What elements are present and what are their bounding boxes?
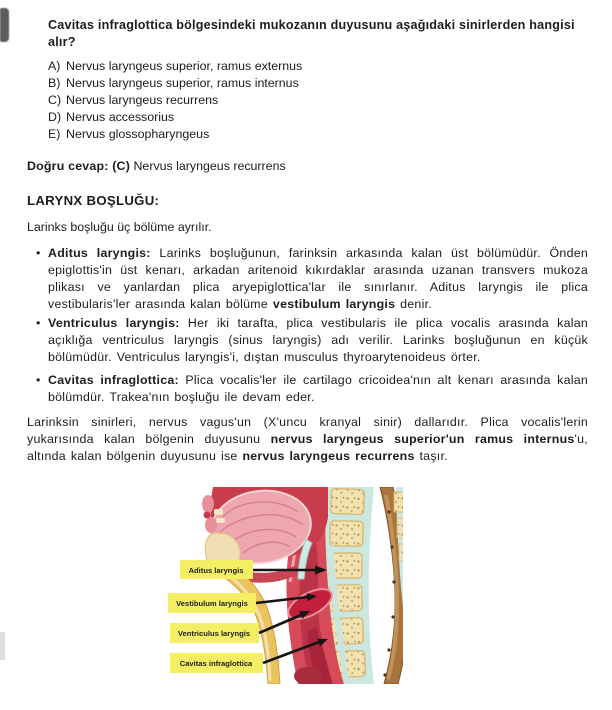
bullet-text: Larinks boşluğunun, farinksin arkasında kalan üst bölümüdür. Önden epiglottis'in üst kenarı, arkadan aritenoid kıkırdaklar arasında uzanan transvers mukoza plikası ve yanlardan plica aryepiglottica'lar ile sınırlanır. Aditus laryngis ile plica vestibularis'ler arasında kalan bölüme <box>48 246 588 311</box>
option-text: Nervus glossopharyngeus <box>66 127 210 141</box>
option-letter: A) <box>48 59 61 73</box>
option-text: Nervus laryngeus recurrens <box>66 93 219 107</box>
answer-label: Doğru cevap: (C) <box>27 159 131 173</box>
option-text: Nervus accessorius <box>66 110 175 124</box>
bullet-text: denir. <box>395 297 432 311</box>
options-list <box>48 58 302 143</box>
option-row <box>48 58 302 75</box>
option-row <box>48 92 302 109</box>
scan-artifact-top <box>0 8 9 42</box>
label-text: Aditus laryngis <box>188 566 244 575</box>
section-intro: Larinks boşluğu üç bölüme ayrılır. <box>27 220 212 234</box>
closing-bold: nervus laryngeus superior'un ramus internus <box>270 432 575 446</box>
bullet-list <box>38 245 588 406</box>
bullet-marker: • <box>36 373 41 387</box>
label-text: Vestibulum laryngis <box>176 599 248 608</box>
upper-lip <box>202 495 214 513</box>
option-letter: C) <box>48 93 62 107</box>
option-letter: B) <box>48 76 61 90</box>
option-text: Nervus laryngeus superior, ramus internus <box>66 76 299 90</box>
bullet-marker: • <box>36 316 41 330</box>
bullet-item <box>38 245 588 313</box>
closing-text: 'u, altında kalan bölgenin duyusunu ise <box>27 432 588 463</box>
option-row <box>48 126 302 143</box>
closing-bold: nervus laryngeus recurrens <box>242 449 415 463</box>
anatomy-figure <box>158 487 403 684</box>
option-letter: E) <box>48 127 61 141</box>
scan-artifact-bottom <box>0 632 5 660</box>
bullet-lead: Aditus laryngis: <box>48 246 151 260</box>
closing-text: taşır. <box>414 449 448 463</box>
bullet-lead: Ventriculus laryngis: <box>48 316 180 330</box>
lower-lip <box>205 517 217 533</box>
bullet-text: Plica vocalis'ler ile cartilago cricoidea'nın alt kenarı arasında kalan bölümdür. Trakea'nın boşluğu ile devam eder. <box>48 373 588 404</box>
bullet-text: Her iki tarafta, plica vestibularis ile plica vocalis arasında kalan açıklığa ventriculus laryngis (sinus laryngis) adı verilir. Larinks boşluğunun en küçük bölümüdür. Ventriculus laryngis'i, dıştan musculus thyroarytenoideus örter. <box>48 316 588 364</box>
option-letter: D) <box>48 110 62 124</box>
option-text: Nervus laryngeus superior, ramus externus <box>66 59 303 73</box>
closing-text: Larinksin sinirleri, nervus vagus'un (X'uncu kranyal sinir) dallarıdır. Plica vocalis'lerin yukarısında kalan bölgenin duyusunu <box>27 415 588 446</box>
answer-line <box>27 158 286 175</box>
bullet-bold: vestibulum laryngis <box>272 297 396 311</box>
closing-paragraph <box>27 414 588 465</box>
bullet-item <box>38 372 588 406</box>
bullet-marker: • <box>36 246 41 260</box>
label-text: Cavitas infraglottica <box>179 659 253 668</box>
option-row <box>48 75 302 92</box>
anatomy-svg <box>158 487 403 684</box>
question-text: Cavitas infraglottica bölgesindeki mukozanın duyusunu aşağıdaki sinirlerden hangisi alır? <box>48 18 575 49</box>
section-heading: LARYNX BOŞLUĞU: <box>27 193 160 208</box>
option-row <box>48 109 302 126</box>
bullet-lead: Cavitas infraglottica: <box>48 373 179 387</box>
answer-text: Nervus laryngeus recurrens <box>130 159 286 173</box>
bullet-item <box>38 315 588 366</box>
label-text: Ventriculus laryngis <box>177 629 251 638</box>
